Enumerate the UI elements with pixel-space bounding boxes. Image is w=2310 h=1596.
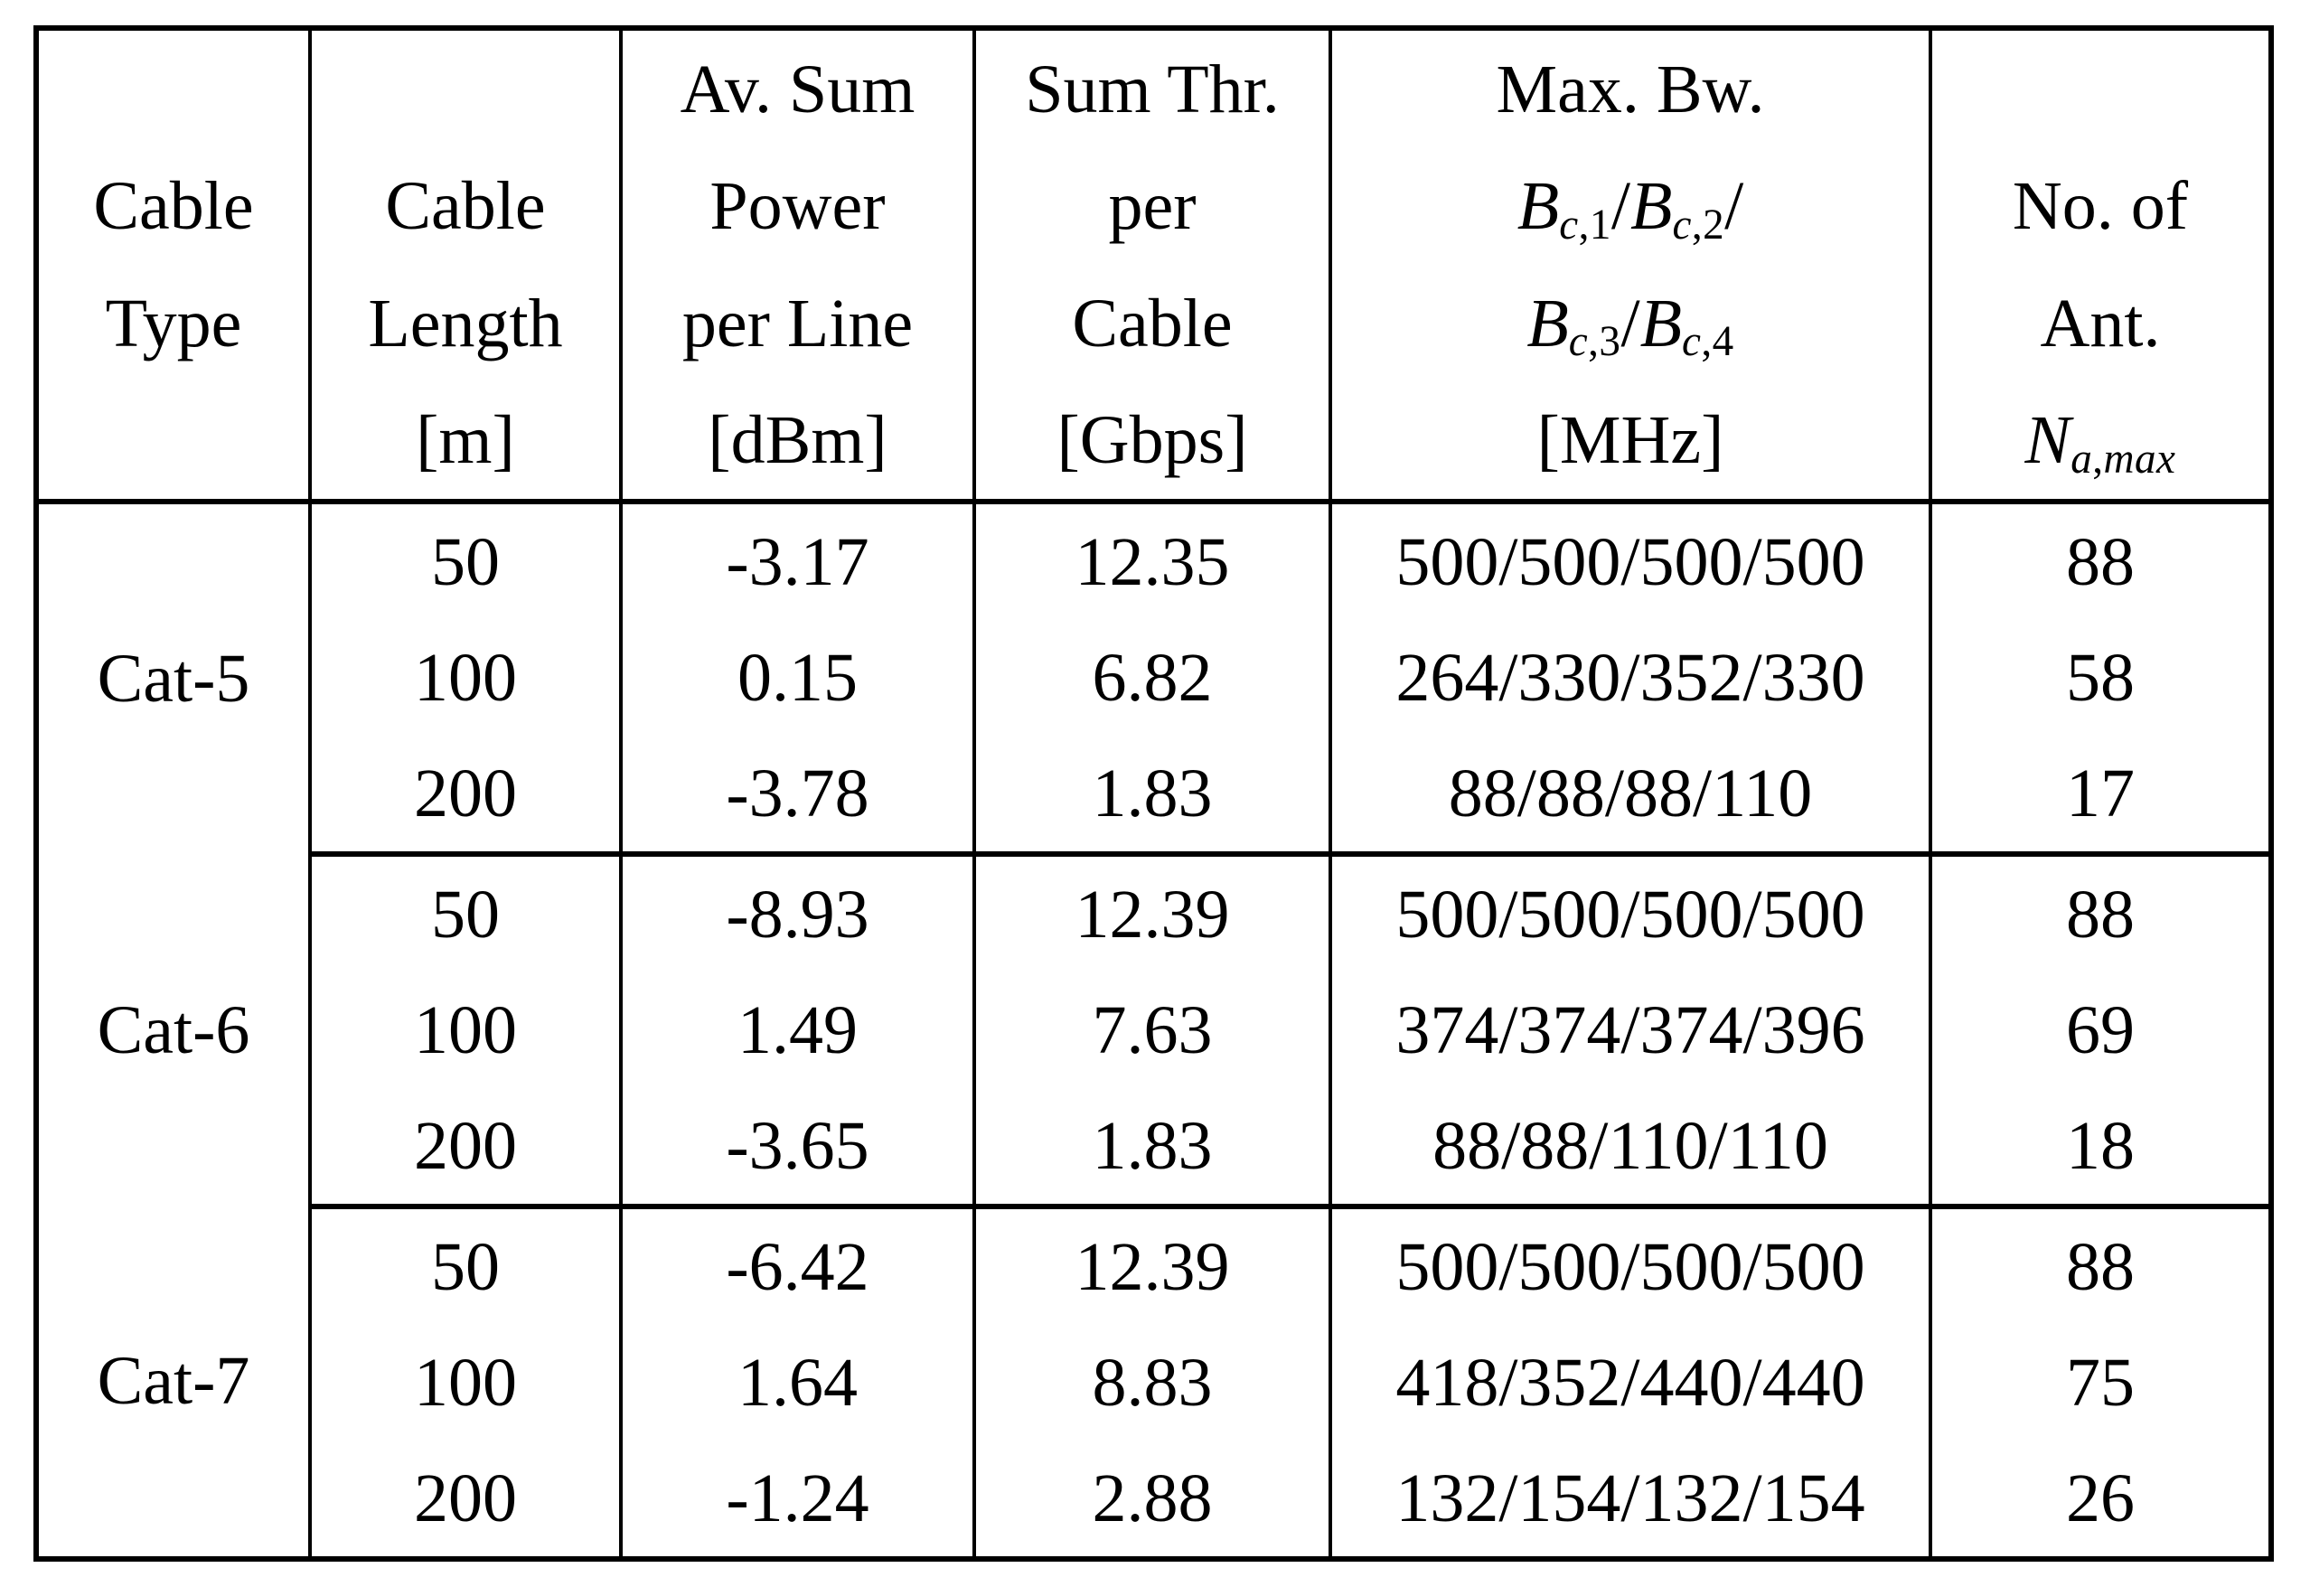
cell-throughput: 1.83	[974, 1088, 1330, 1206]
header-bandwidth-lines	[1332, 31, 1929, 499]
cell-cable-type: Cat-7	[36, 1206, 310, 1559]
header-cell-cable-length	[310, 28, 621, 502]
results-table	[33, 25, 2274, 1562]
cell-throughput: 6.82	[974, 620, 1330, 736]
header-cable-length-lines	[312, 31, 619, 499]
header-line: Max. Bw.	[1496, 51, 1765, 127]
table-row	[36, 972, 2271, 1088]
cell-bandwidth: 500/500/500/500	[1330, 854, 1930, 972]
header-cable-type-lines	[39, 31, 308, 499]
cell-power: -3.17	[621, 502, 974, 620]
cell-antennas: 18	[1930, 1088, 2271, 1206]
cell-throughput: 8.83	[974, 1325, 1330, 1441]
header-line: Power	[709, 168, 886, 245]
cell-antennas: 88	[1930, 502, 2271, 620]
cell-cable-type: Cat-6	[36, 854, 310, 1206]
header-cell-antennas	[1930, 28, 2271, 502]
header-line: [dBm]	[708, 402, 887, 479]
header-line: [MHz]	[1536, 402, 1724, 479]
cell-bandwidth: 374/374/374/396	[1330, 972, 1930, 1088]
header-antennas-lines	[1932, 31, 2268, 499]
table-row	[36, 502, 2271, 620]
cell-bandwidth: 418/352/440/440	[1330, 1325, 1930, 1441]
header-line: Cable	[93, 168, 254, 245]
header-line: Av. Sum	[680, 51, 916, 127]
table-body	[36, 502, 2271, 1559]
header-power-lines	[623, 31, 972, 499]
header-line-math: $N_{a,max}$	[2024, 402, 2176, 483]
header-row	[36, 28, 2271, 502]
cell-bandwidth: 132/154/132/154	[1330, 1441, 1930, 1559]
table-header	[36, 28, 2271, 502]
header-cell-bandwidth	[1330, 28, 1930, 502]
cell-power: -1.24	[621, 1441, 974, 1559]
cell-power: 1.64	[621, 1325, 974, 1441]
cell-power: -3.65	[621, 1088, 974, 1206]
cell-bandwidth: 88/88/88/110	[1330, 736, 1930, 854]
header-line: Length	[368, 285, 563, 361]
header-line: Cable	[1072, 285, 1233, 361]
table-row	[36, 736, 2271, 854]
cell-throughput: 12.35	[974, 502, 1330, 620]
cell-power: -8.93	[621, 854, 974, 972]
header-line-math: $B_{c,3}/B_{c,4}$	[1526, 285, 1734, 366]
header-cell-throughput	[974, 28, 1330, 502]
cell-bandwidth: 500/500/500/500	[1330, 502, 1930, 620]
cell-length: 200	[310, 736, 621, 854]
cell-bandwidth: 88/88/110/110	[1330, 1088, 1930, 1206]
table-row	[36, 1325, 2271, 1441]
cell-power: -3.78	[621, 736, 974, 854]
cell-length: 100	[310, 972, 621, 1088]
cell-length: 100	[310, 1325, 621, 1441]
cell-length: 200	[310, 1088, 621, 1206]
table-row	[36, 1441, 2271, 1559]
cell-antennas: 88	[1930, 1206, 2271, 1325]
cell-length: 200	[310, 1441, 621, 1559]
cell-antennas: 88	[1930, 854, 2271, 972]
table-row	[36, 1206, 2271, 1325]
cell-throughput: 12.39	[974, 1206, 1330, 1325]
table-row	[36, 854, 2271, 972]
header-line: Ant.	[2040, 285, 2161, 361]
cell-power: -6.42	[621, 1206, 974, 1325]
cell-antennas: 17	[1930, 736, 2271, 854]
cell-bandwidth: 264/330/352/330	[1330, 620, 1930, 736]
table-row	[36, 1088, 2271, 1206]
header-throughput-lines	[976, 31, 1329, 499]
header-line: Cable	[385, 168, 546, 245]
cell-throughput: 12.39	[974, 854, 1330, 972]
header-line: Type	[105, 285, 242, 361]
cell-throughput: 7.63	[974, 972, 1330, 1088]
header-line: [m]	[416, 402, 515, 479]
cell-power: 1.49	[621, 972, 974, 1088]
table-row	[36, 620, 2271, 736]
cell-antennas: 75	[1930, 1325, 2271, 1441]
cell-length: 50	[310, 1206, 621, 1325]
cell-cable-type: Cat-5	[36, 502, 310, 854]
header-line: No. of	[2012, 168, 2189, 245]
cell-length: 50	[310, 502, 621, 620]
header-line: [Gbps]	[1056, 402, 1248, 479]
header-cell-cable-type	[36, 28, 310, 502]
cell-antennas: 26	[1930, 1441, 2271, 1559]
cell-antennas: 58	[1930, 620, 2271, 736]
cell-power: 0.15	[621, 620, 974, 736]
header-cell-power	[621, 28, 974, 502]
cell-throughput: 2.88	[974, 1441, 1330, 1559]
cell-length: 100	[310, 620, 621, 736]
cell-throughput: 1.83	[974, 736, 1330, 854]
header-line: Sum Thr.	[1025, 51, 1280, 127]
header-line: per	[1108, 168, 1197, 245]
cell-length: 50	[310, 854, 621, 972]
header-line-math: $B_{c,1}/B_{c,2}/$	[1517, 168, 1744, 249]
cell-bandwidth: 500/500/500/500	[1330, 1206, 1930, 1325]
cell-antennas: 69	[1930, 972, 2271, 1088]
header-line: per Line	[681, 285, 914, 361]
